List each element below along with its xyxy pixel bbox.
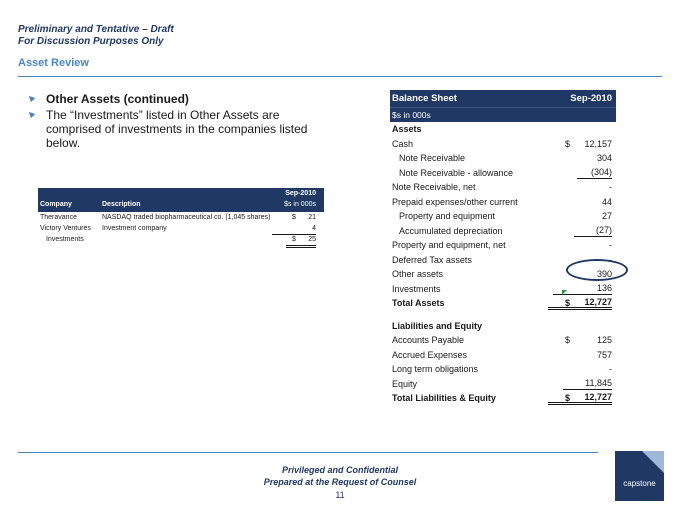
inv-value: 4 (272, 223, 316, 235)
bs-value: - (609, 240, 612, 250)
bs-value: 125 (596, 335, 612, 345)
inv-value: 21 (308, 214, 316, 221)
bullet-text: Other Assets (continued) (46, 92, 189, 106)
investments-table (38, 188, 324, 245)
inv-col-units: $s in 000s (284, 201, 316, 208)
other-assets-highlight-oval (566, 259, 628, 281)
bs-label: Accounts Payable (392, 335, 465, 345)
bullet-list (28, 92, 328, 152)
inv-total-value: 25 (286, 234, 316, 248)
section-title: Asset Review (18, 57, 89, 69)
title-divider (18, 76, 662, 77)
bs-total-assets-label: Total Assets (392, 298, 445, 308)
discussion-notice: For Discussion Purposes Only (18, 36, 164, 47)
bs-label: Investments (392, 283, 441, 294)
bullet-item (28, 108, 328, 150)
comment-indicator-icon (562, 290, 567, 295)
bs-value: 12,157 (584, 138, 612, 149)
bullet-arrow-icon (27, 110, 35, 118)
bullet-item (28, 92, 328, 106)
bs-value: (27) (574, 224, 612, 237)
bs-label: Equity (392, 378, 418, 389)
page-number: 11 (335, 490, 345, 500)
footer-counsel: Prepared at the Request of Counsel (263, 477, 417, 487)
table-row (390, 377, 616, 392)
table-row (390, 151, 616, 166)
bs-total-assets-value: 12,727 (548, 296, 612, 310)
table-row (390, 224, 616, 239)
bs-dollar: $ (565, 335, 571, 345)
bullet-text: The “Investments” listed in Other Assets are comprised of investments in the companies listed below. (46, 108, 308, 150)
bs-label: Accrued Expenses (392, 349, 468, 360)
table-row (38, 212, 324, 223)
bullet-arrow-icon (27, 94, 35, 102)
bs-value: 44 (601, 196, 612, 207)
table-row (390, 333, 616, 348)
bs-label: Cash (392, 138, 414, 149)
table-row (390, 362, 616, 377)
balance-sheet-header (390, 90, 616, 107)
table-row (38, 223, 324, 234)
bs-label: Other assets (392, 269, 444, 279)
balance-sheet-units-row (390, 107, 616, 122)
bs-title: Balance Sheet (392, 93, 457, 104)
logo-text: capstone (623, 479, 656, 488)
inv-dollar: $ (292, 214, 296, 221)
footer-divider (18, 452, 598, 453)
bs-period: Sep-2010 (570, 93, 612, 104)
inv-total-label: Investments (46, 236, 84, 243)
balance-sheet-table (390, 90, 616, 406)
bs-value: 304 (596, 153, 612, 163)
bs-section-header (390, 319, 616, 334)
inv-col-description: Description (102, 201, 141, 208)
bs-value: - (609, 182, 612, 192)
bs-label: Deferred Tax assets (392, 254, 472, 265)
bs-label: Accumulated depreciation (399, 225, 503, 236)
capstone-logo (615, 451, 664, 501)
spacer (390, 311, 616, 319)
bs-value: - (609, 364, 612, 374)
bs-label: Note Receivable (399, 153, 466, 163)
table-row (390, 180, 616, 195)
draft-notice: Preliminary and Tentative – Draft (18, 24, 174, 35)
table-row (390, 238, 616, 253)
inv-col-company: Company (40, 201, 72, 208)
bs-value: 390 (596, 269, 612, 279)
bs-section-header (390, 122, 616, 137)
table-row (390, 348, 616, 363)
bs-value: 11,845 (563, 377, 612, 390)
inv-company: Theravance (40, 214, 77, 221)
table-row (390, 209, 616, 224)
logo-corner-icon (642, 451, 664, 473)
bs-label: Prepaid expenses/other current (392, 196, 518, 207)
bs-total-liabilities-label: Total Liabilities & Equity (392, 393, 496, 403)
table-row (390, 166, 616, 181)
bs-value: (304) (577, 166, 612, 179)
inv-period: Sep-2010 (285, 190, 316, 197)
bs-assets-header: Assets (392, 124, 422, 134)
table-row (390, 137, 616, 152)
bs-value: - (609, 254, 612, 265)
bs-total-assets-dollar: $ (565, 298, 571, 308)
bs-label: Long term obligations (392, 364, 479, 374)
bs-liabilities-header: Liabilities and Equity (392, 320, 483, 331)
investments-table-header (38, 188, 324, 212)
bs-label: Note Receivable, net (392, 182, 476, 192)
bs-label: Property and equipment (399, 211, 496, 221)
inv-total-dollar: $ (292, 236, 296, 243)
bs-dollar: $ (565, 138, 571, 149)
table-row (390, 195, 616, 210)
inv-description: Investment company (102, 225, 167, 232)
bs-label: Note Receivable - allowance (399, 167, 514, 178)
table-total-row (38, 234, 324, 245)
bs-label: Property and equipment, net (392, 240, 506, 250)
bs-units: $s in 000s (392, 110, 431, 120)
bs-total-liabilities-dollar: $ (565, 393, 571, 403)
footer-confidential: Privileged and Confidential (281, 465, 398, 475)
inv-company: Victory Ventures (40, 225, 91, 232)
bs-value: 757 (596, 349, 612, 360)
table-total-row (390, 391, 616, 406)
bs-value: 27 (601, 211, 612, 221)
table-row (390, 282, 616, 297)
bs-total-liabilities-value: 12,727 (548, 391, 612, 405)
table-total-row (390, 296, 616, 311)
inv-description: NASDAQ traded biopharmaceutical co. (1,045 shares) (102, 214, 271, 221)
bs-value: 136 (553, 282, 612, 295)
